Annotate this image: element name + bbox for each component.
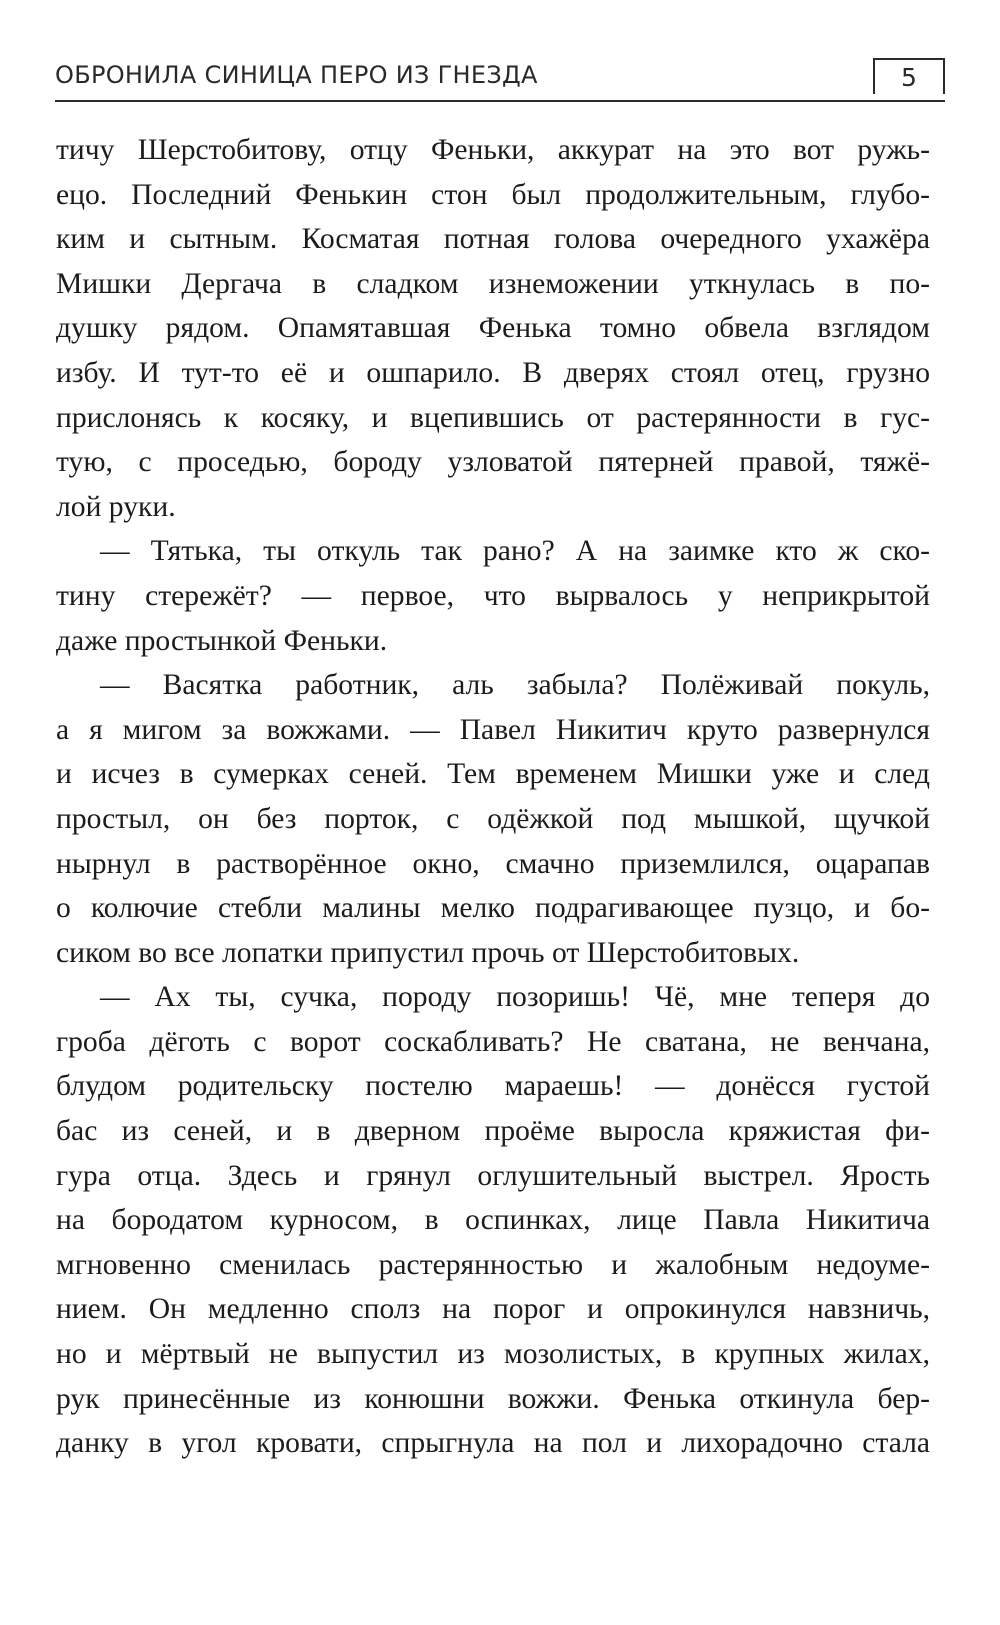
text-line: душку рядом. Опамятавшая Фенька томно обвела взглядом (56, 312, 930, 345)
text-line: тину стережёт? — первое, что вырвалось у неприкрытой (56, 579, 930, 612)
paragraph (56, 975, 930, 1466)
text-line: — Ах ты, сучка, породу позоришь! Чё, мне теперя до (100, 981, 930, 1014)
text-line: сиком во все лопатки припустил прочь от Шерстобитовых. (56, 936, 800, 969)
text-line: избу. И тут-то её и ошпарило. В дверях стоял отец, грузно (56, 356, 930, 389)
text-line: нырнул в растворённое окно, смачно приземлился, оцарапав (56, 847, 930, 880)
text-line: — Тятька, ты откуль так рано? А на заимке кто ж ско- (100, 535, 930, 568)
text-line: на бородатом курносом, в оспинках, лице Павла Никитича (56, 1204, 930, 1237)
text-line: мгновенно сменилась растерянностью и жалобным недоуме- (56, 1248, 930, 1281)
text-line: нием. Он медленно сполз на порог и опрокинулся навзничь, (56, 1293, 930, 1326)
text-line: ецо. Последний Фенькин стон был продолжительным, глубо- (56, 178, 930, 211)
paragraph (56, 529, 930, 663)
text-line: а я мигом за вожжами. — Павел Никитич круто развернулся (56, 713, 930, 746)
text-line: тичу Шерстобитову, отцу Феньки, аккурат на это вот ружь- (56, 134, 930, 166)
text-line: рук принесённые из конюшни вожжи. Фенька откинула бер- (56, 1382, 930, 1415)
text-line: о колючие стебли малины мелко подрагивающее пузцо, и бо- (56, 892, 930, 925)
running-header (55, 58, 945, 102)
paragraph (56, 128, 930, 529)
text-line: блудом родительску постелю мараешь! — донёсся густой (56, 1070, 930, 1103)
text-line: данку в угол кровати, спрыгнула на пол и лихорадочно стала (56, 1427, 930, 1460)
text-line: но и мёртвый не выпустил из мозолистых, в крупных жилах, (56, 1338, 930, 1371)
text-line: Мишки Дергача в сладком изнеможении уткнулась в по- (56, 267, 930, 300)
running-title: ОБРОНИЛА СИНИЦА ПЕРО ИЗ ГНЕЗДА (55, 61, 538, 89)
page-number: 5 (873, 58, 945, 94)
text-line: простыл, он без порток, с одёжкой под мышкой, щучкой (56, 802, 930, 835)
text-line: бас из сеней, и в дверном проёме выросла кряжистая фи- (56, 1115, 930, 1148)
text-line: ким и сытным. Косматая потная голова очередного ухажёра (56, 223, 930, 256)
text-line: даже простынкой Феньки. (56, 624, 388, 657)
paragraph (56, 663, 930, 975)
text-line: гура отца. Здесь и грянул оглушительный выстрел. Ярость (56, 1159, 930, 1192)
text-line: — Васятка работник, аль забыла? Полёживай покуль, (100, 669, 930, 702)
body-text (56, 128, 930, 1466)
text-line: гроба дёготь с ворот соскабливать? Не сватана, не венчана, (56, 1025, 930, 1058)
text-line: и исчез в сумерках сеней. Тем временем Мишки уже и след (56, 758, 930, 791)
text-line: тую, с проседью, бороду узловатой пятерней правой, тяжё- (56, 446, 930, 479)
text-line: прислонясь к косяку, и вцепившись от растерянности в гус- (56, 401, 930, 434)
text-line: лой руки. (56, 490, 176, 523)
